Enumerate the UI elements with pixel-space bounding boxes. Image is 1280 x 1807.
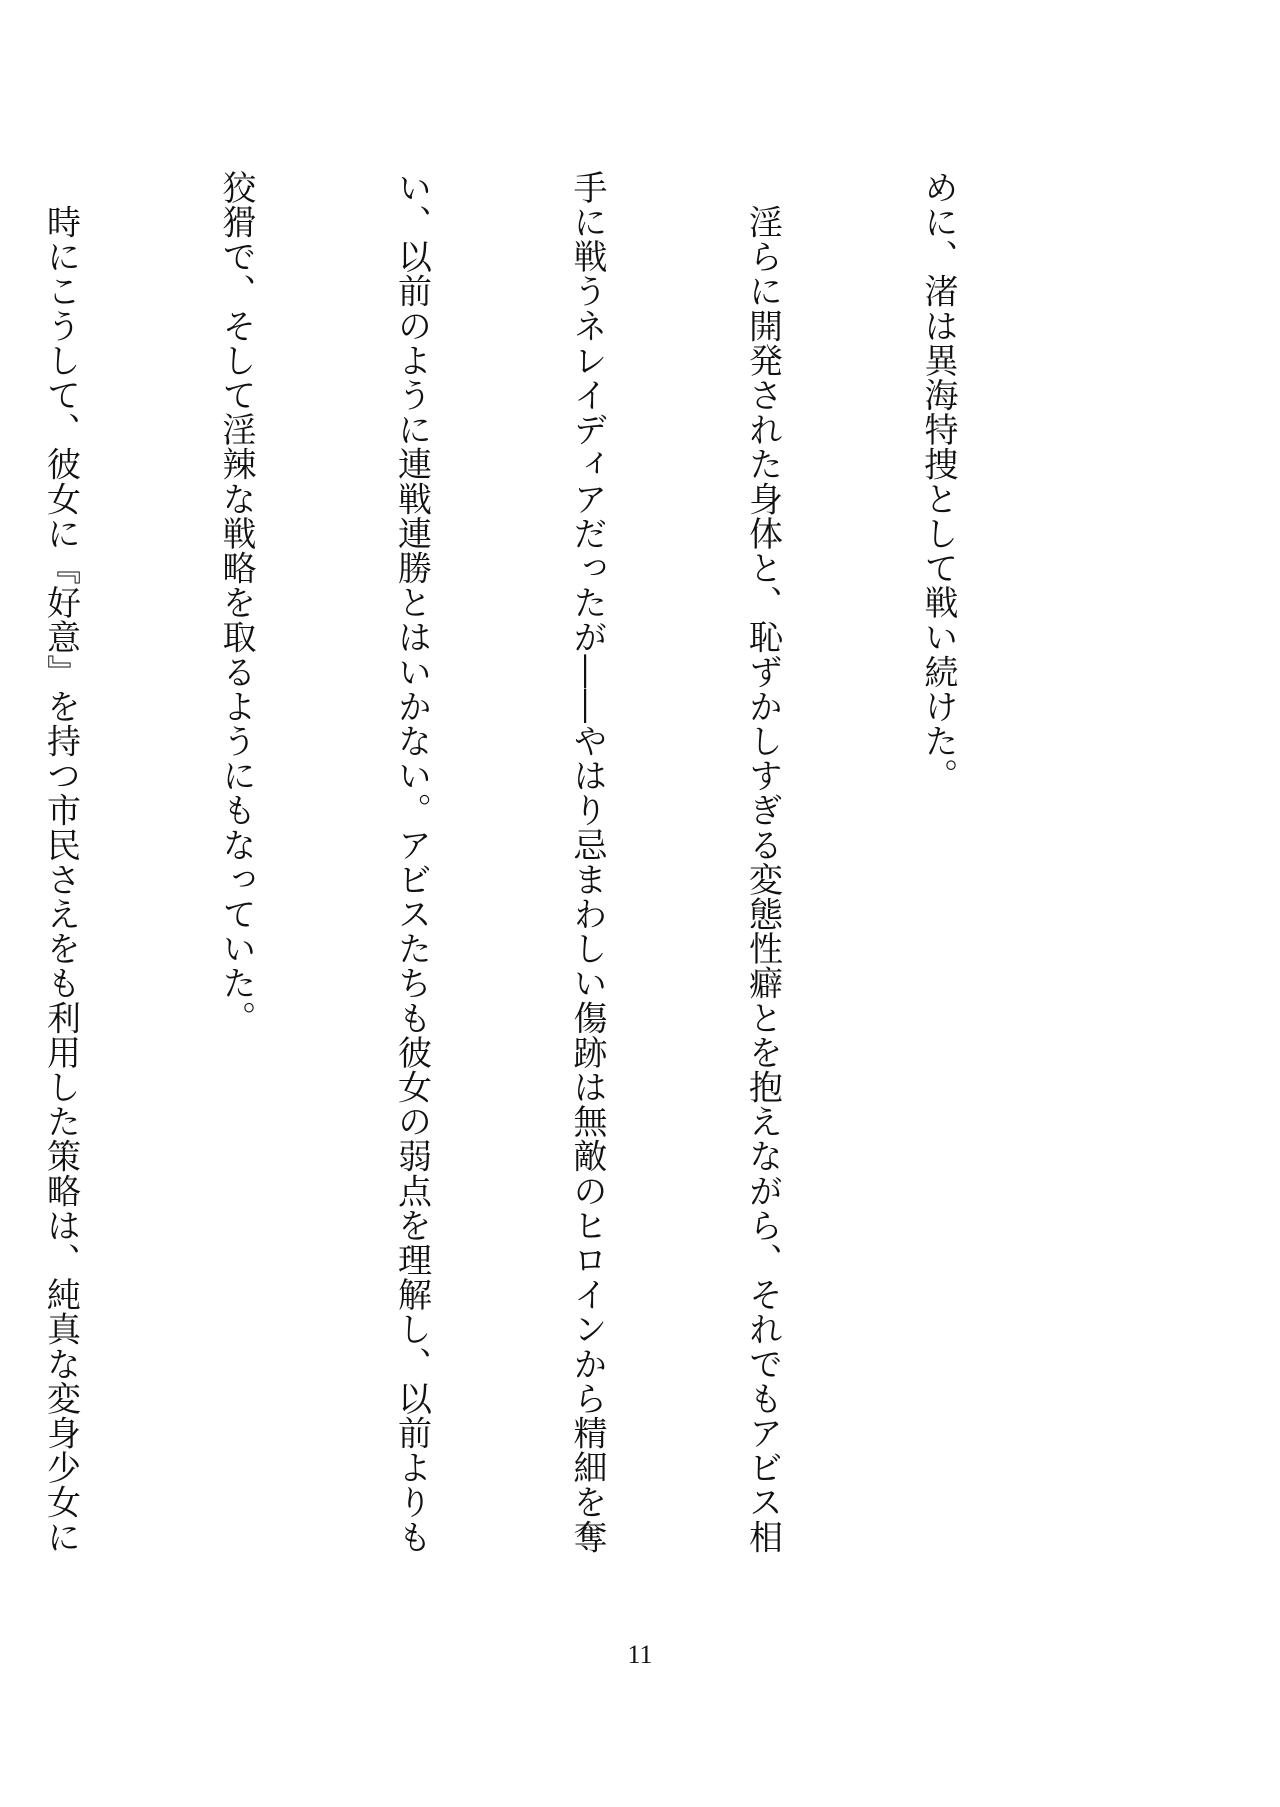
text-line: い、以前のように連戦連勝とはいかない。アビスたちも彼女の弱点を理解し、以前よりも [391,170,432,1554]
page-number: 11 [627,1640,653,1669]
text-line: 時にこうして、彼女に『好意』を持つ市民さえをも利用した策略は、純真な変身少女に [40,170,81,1554]
vertical-text-body [0,170,1084,1554]
text-line: めに、渚は異海特捜として戦い続けた。 [918,170,958,793]
text-line: 手に戦うネレイディアだったが――やはり忌まわしい傷跡は無敵のヒロインから精細を奪 [567,170,607,1554]
text-line: 狡猾で、そして淫辣な戦略を取るようにもなっていた。 [216,170,256,1035]
text-line: 淫らに開発された身体と、恥ずかしすぎる変態性癖とを抱えながら、それでもアビス相 [742,170,783,1554]
